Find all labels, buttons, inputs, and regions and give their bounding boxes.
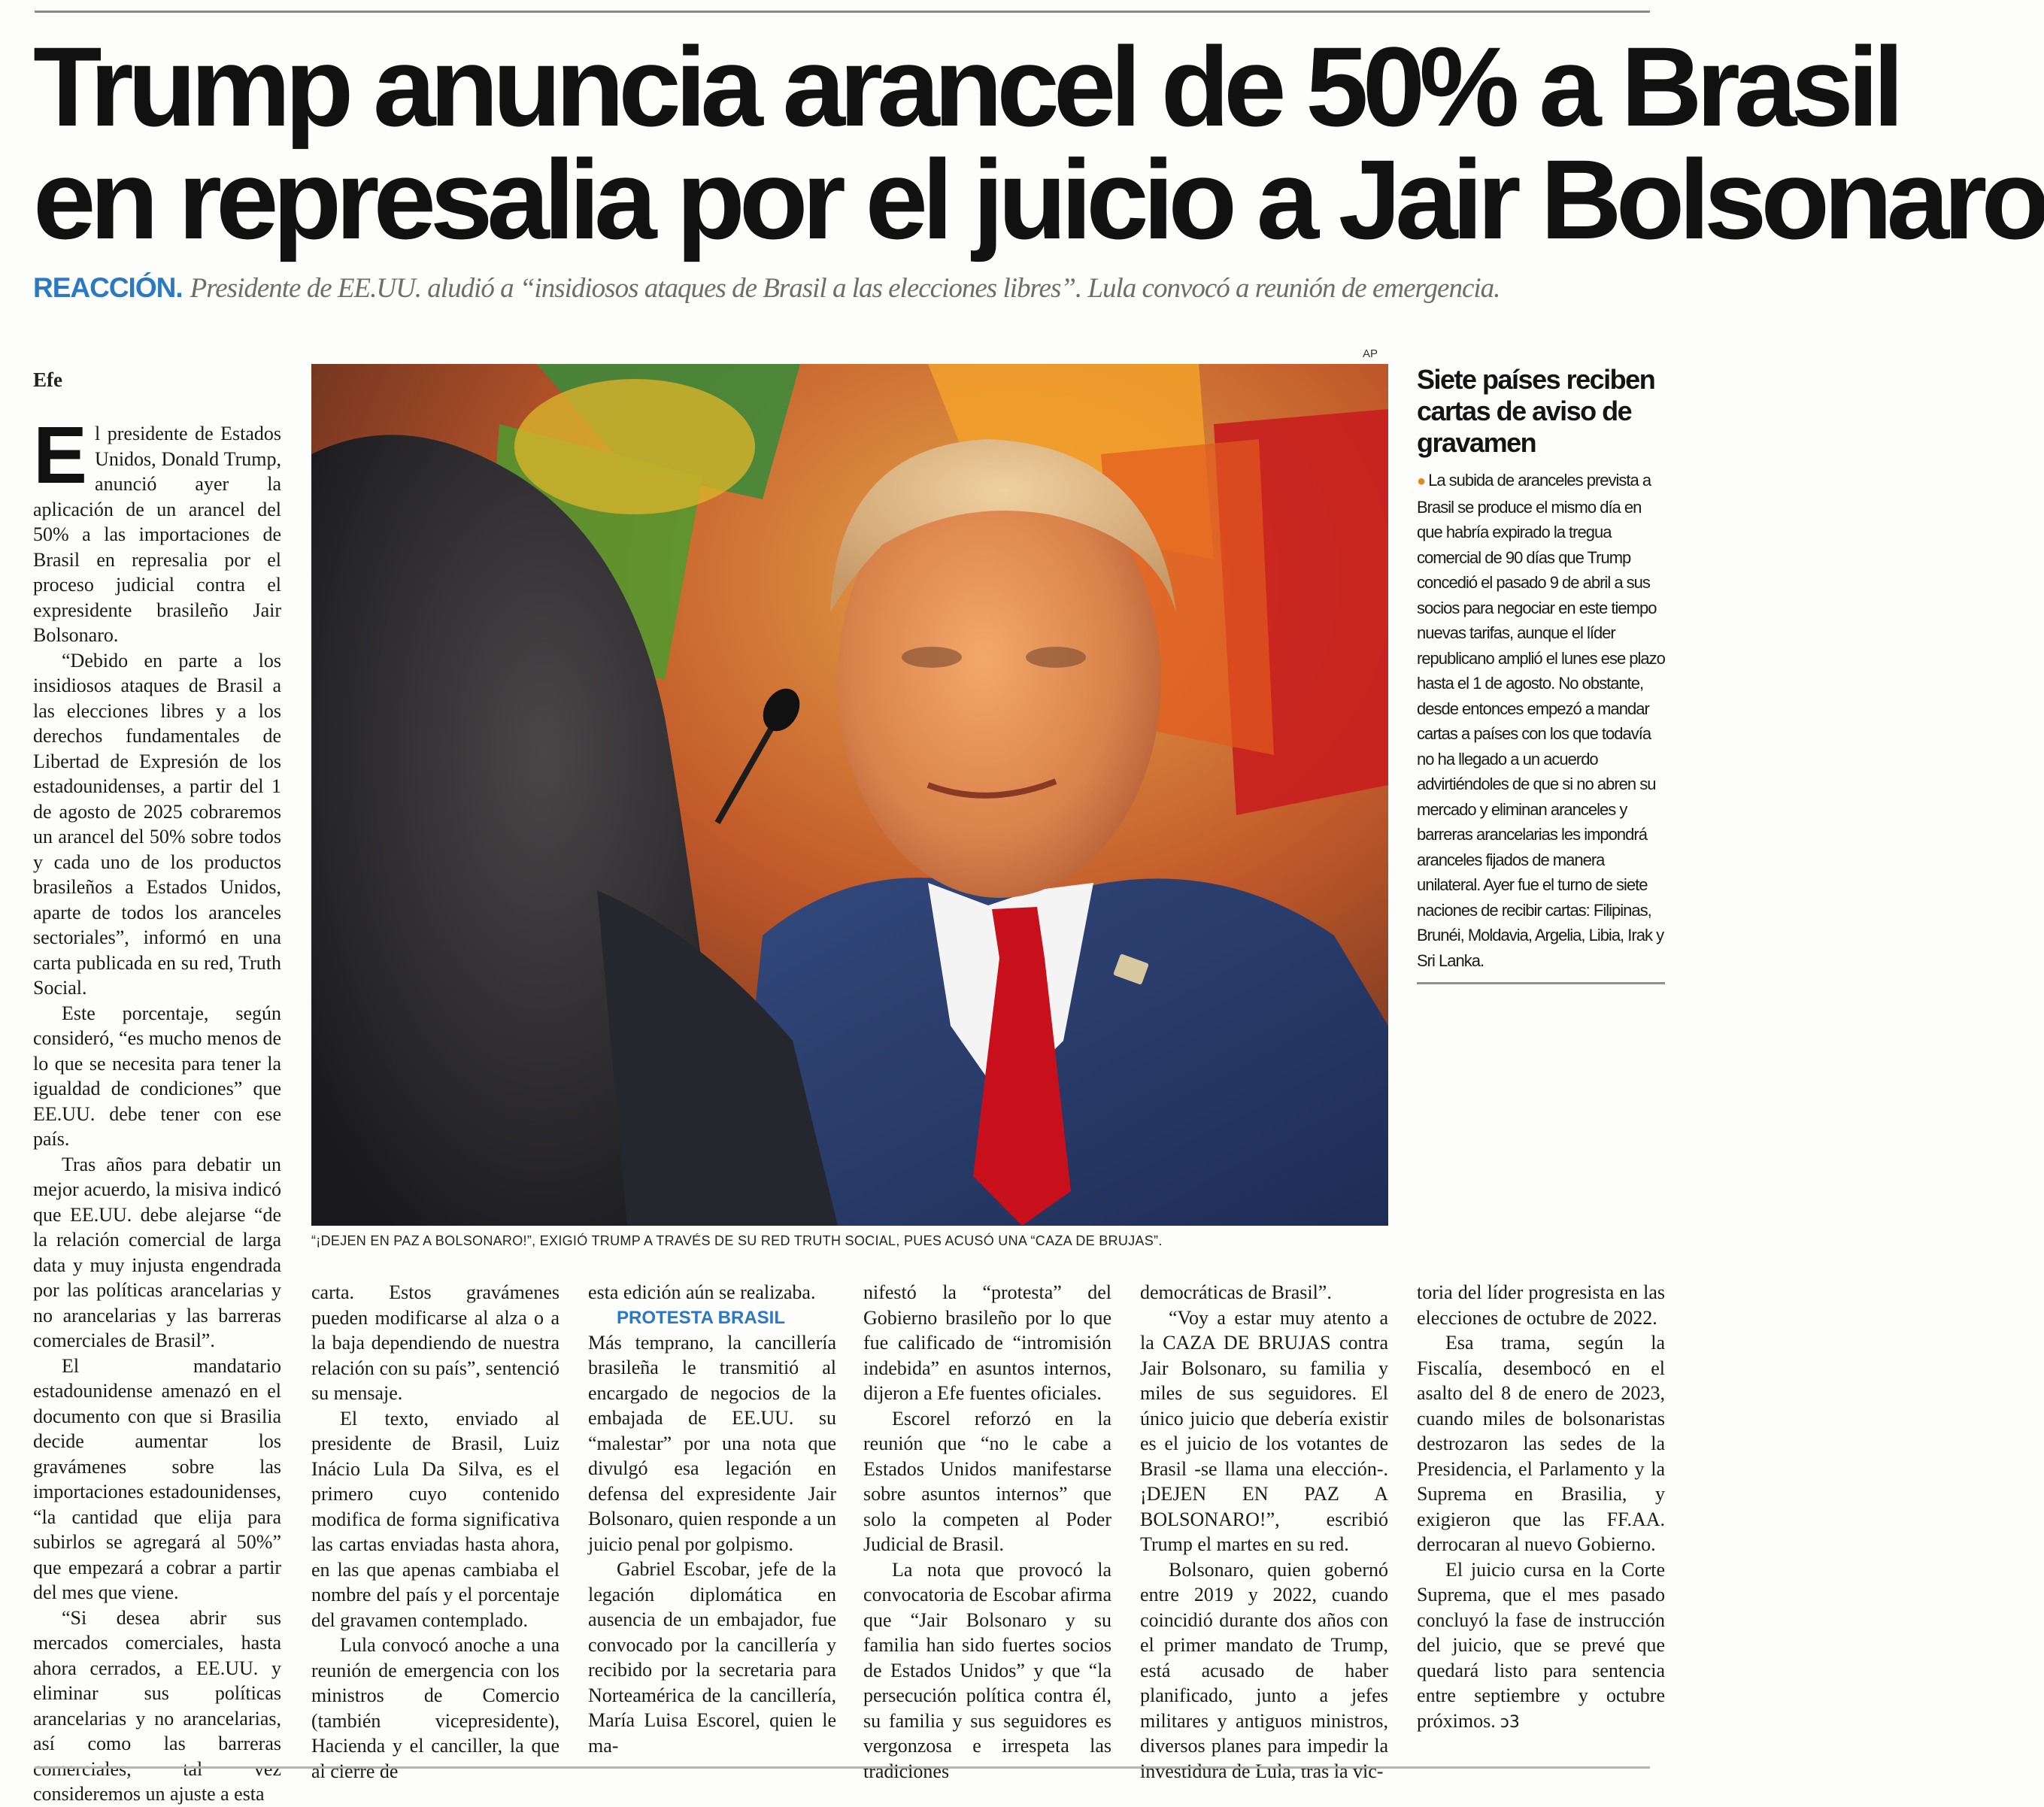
paragraph: El presidente de Estados Unidos, Donald Trump, anunció ayer la aplicación de un arancel del 50% a las importaciones de Brasil en represalia por el proceso judicial contra el expresidente brasileño Jair Bolsonaro. <box>33 409 281 646</box>
article-column-1 <box>33 409 281 1805</box>
drop-cap: E <box>33 409 88 500</box>
paragraph: La nota que provocó la convocatoria de Escobar afirma que “Jair Bolsonaro y su familia han sido fuertes socios de Estados Unidos” y que “la persecución política contra él, su familia y sus seguidores es vergonzosa e irrespeta las tradiciones <box>863 1558 1111 1782</box>
section-subhead: PROTESTA BRASIL <box>617 1307 786 1328</box>
top-rule <box>35 11 1650 13</box>
yellow-flag-area <box>514 379 755 514</box>
bullet-icon: ● <box>1417 473 1426 490</box>
paragraph: “Voy a estar muy atento a la CAZA DE BRUJAS contra Jair Bolsonaro, su familia y miles de sus seguidores. El único juicio que debería existir es el juicio de los votantes de Brasil -se llama una elección-. ¡DEJEN EN PAZ A BOLSONARO!”, escribió Trump el martes en su red. <box>1140 1306 1388 1555</box>
headline <box>33 23 2044 262</box>
byline: Efe <box>33 368 62 391</box>
article-column-2 <box>311 1280 560 1782</box>
left-eye <box>902 647 962 668</box>
bottom-rule <box>35 1766 1650 1769</box>
paragraph: Esa trama, según la Fiscalía, desembocó en el asalto del 8 de enero de 2023, cuando miles de bolsonaristas destrozaron las sedes de la Presidencia, el Parlamento y la Suprema en Brasilia, y exigieron que las FF.AA. derrocaran al nuevo Gobierno. <box>1417 1332 1665 1555</box>
paragraph: nifestó la “protesta” del Gobierno brasileño por lo que fue calificado de “intromisión indebida” en asuntos internos, dijeron a Efe fuentes oficiales. <box>863 1281 1111 1404</box>
paragraph: Este porcentaje, según consideró, “es mucho menos de lo que se necesita para tener la igualdad de condiciones” que EE.UU. debe tener con ese país. <box>33 1002 281 1150</box>
sidebar-body <box>1417 468 1665 973</box>
paragraph: El texto, enviado al presidente de Brasil, Luiz Inácio Lula Da Silva, es el primero cuyo contenido modifica de forma significativa las cartas enviadas hasta ahora, en las que apenas cambiaba el nombre del país y el porcentaje del gravamen contemplado. <box>311 1407 560 1631</box>
paragraph: Lula convocó anoche a una reunión de emergencia con los ministros de Comercio (también vicepresidente), Hacienda y el canciller, la que al cierre de <box>311 1634 560 1782</box>
paragraph: El mandatario estadounidense amenazó en el documento con que si Brasilia decide aumentar los gravámenes sobre las importaciones estadounidenses, “la cantidad que elija para subirlos se agregará al 50%” que empezará a cobrar a partir del mes que viene. <box>33 1354 281 1603</box>
paragraph: Bolsonaro, quien gobernó entre 2019 y 2022, cuando coincidió durante dos años con el primer mandato de Trump, está acusado de haber planificado, junto a jefes militares y antiguos ministros, diversos planes para impedir la investidura de Lula, tras la vic- <box>1140 1558 1388 1782</box>
paragraph: El juicio cursa en la Corte Suprema, que el mes pasado concluyó la fase de instrucción del juicio, que se prevé que quedará listo para sentencia entre septiembre y octubre próximos. ↄ3 <box>1417 1558 1665 1732</box>
paragraph: Más temprano, la cancillería brasileña le transmitió al encargado de negocios de la embajada de EE.UU. su “malestar” por una nota que divulgó esa legación en defensa del expresidente Jair Bolsonaro, quien responde a un juicio penal por golpismo. <box>588 1331 836 1555</box>
article-column-4 <box>863 1280 1111 1782</box>
headline-line-1: Trump anuncia arancel de 50% a Brasil <box>33 23 1899 150</box>
photo-caption: “¡DEJEN EN PAZ A BOLSONARO!”, EXIGIÓ TRUMP A TRAVÉS DE SU RED TRUTH SOCIAL, PUES ACUSÓ UNA “CAZA DE BRUJAS”. <box>311 1233 1163 1248</box>
article-column-5 <box>1140 1280 1388 1782</box>
trump-portrait-illustration <box>311 364 1388 1226</box>
news-photo <box>311 364 1388 1226</box>
paragraph: “Debido en parte a los insidiosos ataques de Brasil a las elecciones libres y a los derechos fundamentales de Libertad de Expresión de los estadounidenses, a partir del 1 de agosto de 2025 cobraremos un arancel del 50% sobre todos y cada uno de los productos brasileños a Estados Unidos, aparte de todos los aranceles sectoriales”, informó en una carta publicada en su red, Truth Social. <box>33 649 281 999</box>
end-mark-icon: ↄ3 <box>1500 1712 1520 1732</box>
photo-credit: AP <box>1363 347 1378 360</box>
paragraph: “Si desea abrir sus mercados comerciales, hasta ahora cerrados, a EE.UU. y eliminar sus políticas arancelarias y no arancelarias, así como las barreras comerciales, tal vez consideremos un ajuste a esta <box>33 1606 281 1805</box>
paragraph: esta edición aún se realizaba. <box>588 1281 816 1303</box>
paragraph: democráticas de Brasil”. <box>1140 1281 1332 1303</box>
paragraph: Escorel reforzó en la reunión que “no le cabe a Estados Unidos manifestarse sobre asuntos internos” que solo la competen al Poder Judicial de Brasil. <box>863 1407 1111 1555</box>
paragraph: Tras años para debatir un mejor acuerdo, la misiva indicó que EE.UU. debe alejarse “de la relación comercial de larga data y muy injusta engendrada por las políticas arancelarias y no arancelarias y las barreras comerciales de Brasil”. <box>33 1153 281 1351</box>
article-column-6 <box>1417 1280 1665 1761</box>
paragraph: carta. Estos gravámenes pueden modificarse al alza o a la baja dependiendo de nuestra relación con su país”, sentenció su mensaje. <box>311 1281 560 1404</box>
sidebar-text: La subida de aranceles prevista a Brasil se produce el mismo día en que habría expirado la tregua comercial de 90 días que Trump concedió el pasado 9 de abril a sus socios para negociar en este tiempo nuevas tarifas, aunque el líder republicano amplió el lunes ese plazo hasta el 1 de agosto. No obstante, desde entonces empezó a mandar cartas a países con los que todavía no ha llegado a un acuerdo advirtiéndoles de que si no abren su mercado y eliminan aranceles y barreras arancelarias les impondrá aranceles fijados de manera unilateral. Ayer fue el turno de siete naciones de recibir cartas: Filipinas, Brunéi, Moldavia, Argelia, Libia, Irak y Sri Lanka. <box>1417 471 1665 970</box>
deck-text: Presidente de EE.UU. aludió a “insidiosos ataques de Brasil a las elecciones libres”. Lula convocó a reunión de emergencia. <box>190 273 1500 304</box>
deck-kicker: REACCIÓN. <box>33 272 183 303</box>
right-eye <box>1026 647 1086 668</box>
sidebar-title: Siete países reciben cartas de aviso de gravamen <box>1417 364 1655 458</box>
paragraph: toria del líder progresista en las elecciones de octubre de 2022. <box>1417 1281 1665 1329</box>
paragraph: Gabriel Escobar, jefe de la legación diplomática en ausencia de un embajador, fue convocado por la cancillería y recibido por la secretaria para Norteamérica de la cancillería, María Luisa Escorel, quien le ma- <box>588 1558 836 1757</box>
headline-line-2: en represalia por el juicio a Jair Bolsonaro <box>33 136 2044 262</box>
sidebar-box <box>1417 364 1665 984</box>
article-column-3 <box>588 1280 836 1761</box>
sidebar-rule <box>1417 982 1665 984</box>
deck <box>33 272 1673 305</box>
